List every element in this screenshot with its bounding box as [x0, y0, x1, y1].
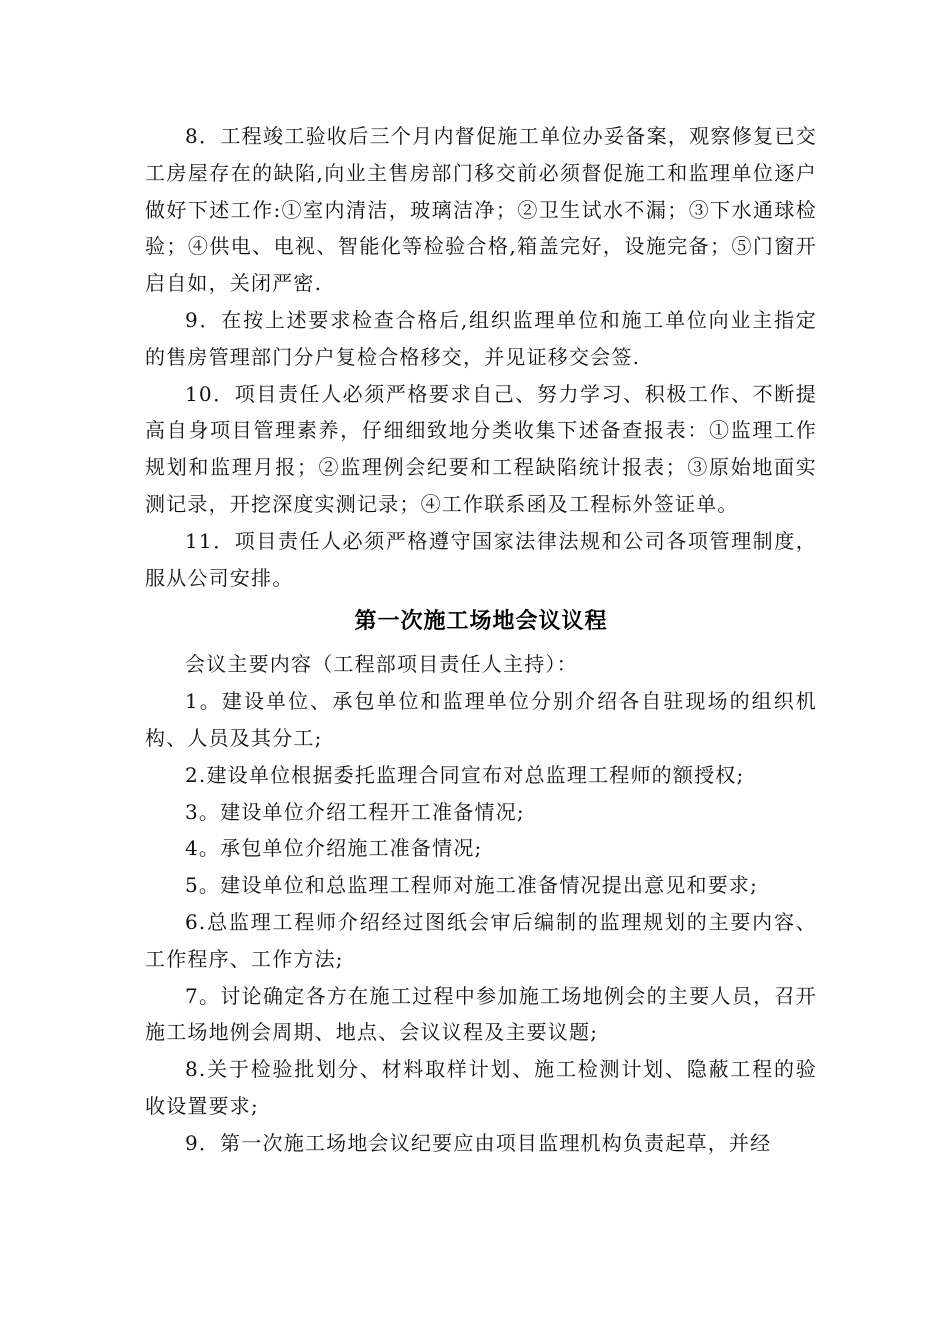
agenda-item-7: 7。讨论确定各方在施工过程中参加施工场地例会的主要人员，召开施工场地例会周期、地点、会议议程及主要议题;	[145, 983, 817, 1045]
paragraph-item-10: 10．项目责任人必须严格要求自己、努力学习、积极工作、不断提高自身项目管理素养，仔细细致地分类收集下述备查报表：①监理工作规划和监理月报；②监理例会纪要和工程缺陷统计报表；③原始地面实测记录，开挖深度实测记录；④工作联系函及工程标外签证单。	[145, 381, 817, 516]
agenda-item-6: 6.总监理工程师介绍经过图纸会审后编制的监理规划的主要内容、工作程序、工作方法;	[145, 909, 817, 971]
meeting-intro: 会议主要内容（工程部项目责任人主持）：	[185, 652, 578, 677]
agenda-item-8: 8.关于检验批划分、材料取样计划、施工检测计划、隐蔽工程的验收设置要求;	[145, 1057, 817, 1118]
section-title: 第一次施工场地会议议程	[354, 609, 608, 635]
agenda-item-5: 5。建设单位和总监理工程师对施工准备情况提出意见和要求;	[185, 873, 759, 898]
agenda-item-4: 4。承包单位介绍施工准备情况;	[185, 836, 483, 861]
agenda-item-9: 9．第一次施工场地会议纪要应由项目监理机构负责起草，并经	[185, 1130, 772, 1155]
paragraph-item-11: 11．项目责任人必须严格遵守国家法律法规和公司各项管理制度，服从公司安排。	[145, 528, 817, 590]
paragraph-item-8: 8．工程竣工验收后三个月内督促施工单位办妥备案，观察修复已交工房屋存在的缺陷,向业主售房部门移交前必须督促施工和监理单位逐户做好下述工作:①室内清洁，玻璃洁净；②卫生试水不漏；③下水通球检验；④供电、电视、智能化等检验合格,箱盖完好，设施完备；⑤门窗开启自如，关闭严密.	[145, 124, 817, 296]
document-body	[145, 118, 817, 1162]
paragraph-item-9: 9．在按上述要求检查合格后,组织监理单位和施工单位向业主指定的售房管理部门分户复检合格移交，并见证移交会签.	[145, 307, 817, 369]
agenda-item-2: 2.建设单位根据委托监理合同宣布对总监理工程师的额授权;	[185, 762, 745, 787]
agenda-item-1: 1。建设单位、承包单位和监理单位分别介绍各自驻现场的组织机构、人员及其分工;	[145, 689, 817, 750]
agenda-item-3: 3。建设单位介绍工程开工准备情况;	[185, 799, 525, 824]
